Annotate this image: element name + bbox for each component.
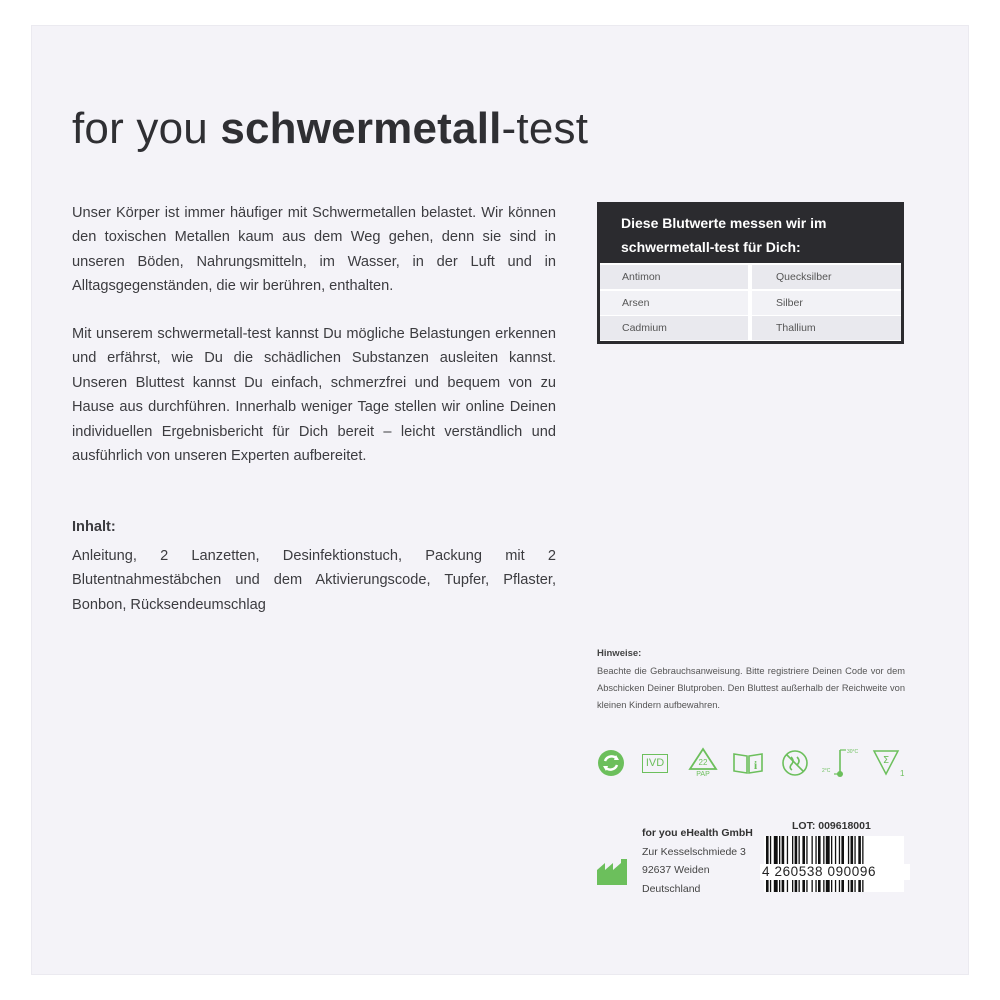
do-not-reuse-icon [780,746,810,780]
blood-values-box [597,202,904,344]
recycle-code: PAP [696,771,710,778]
blood-value-cell: Silber [752,291,901,315]
temperature-limit-icon [818,746,862,780]
tests-count-icon [872,746,906,780]
info-letter: i [753,758,758,772]
manufacturer-name: for you eHealth GmbH [642,827,753,839]
blood-value-cell: Arsen [600,291,748,315]
notes-heading: Hinweise: [597,648,642,659]
ivd-label: IVD [642,754,668,773]
recycle-number: 22 [698,758,708,767]
blood-value-cell: Quecksilber [752,265,901,289]
blood-values-table [600,263,901,341]
package-back-panel [31,25,969,975]
blood-value-cell: Thallium [752,316,901,340]
manufacturer-city: 92637 Weiden [642,864,710,876]
sigma-count: 1 [900,769,905,778]
title-bold: schwermetall [220,104,502,153]
intro-paragraph: Unser Körper ist immer häufiger mit Schwermetallen belastet. Wir können den toxischen Metallen kaum aus dem Weg gehen, denn sie sind in unseren Böden, Nahrungsmitteln, im Wasser, in der Luft und in Alltagsgegenständen, die wir berühren, enthalten. [72,205,556,295]
manufacturer-country: Deutschland [642,882,701,895]
blood-value-cell: Cadmium [600,316,748,340]
blood-value-cell: Antimon [600,265,748,289]
product-title [72,103,588,155]
green-dot-icon [596,746,626,780]
ivd-icon [640,746,670,780]
temp-high-label: 30°C [847,749,859,755]
contents-heading: Inhalt: [72,519,116,535]
manufacturer-street: Zur Kesselschmiede 3 [642,845,746,858]
temp-low-label: 2°C [822,768,831,774]
instructions-icon [732,746,764,780]
contents-text: Anleitung, 2 Lanzetten, Desinfektionstuch, Packung mit 2 Blutentnahmestäbchen und dem Aktivierungscode, Tupfer, Pflaster, Bonbon, Rücksendeumschlag [72,548,556,613]
test-description-paragraph: Mit unserem schwermetall-test kannst Du mögliche Belastungen erkennen und erfährst, wie Du die schädlichen Substanzen ausleiten kannst. Unseren Bluttest kannst Du einfach, schmerzfrei und bequem von zu Hause aus durchführen. Innerhalb weniger Tage stellen wir online Deinen individuellen Ergebnisbericht für Dich bereit – leicht verständlich und ausführlich von unseren Experten aufbereitet. [72,326,556,465]
title-suffix: -test [501,104,589,153]
recycle-pap-icon [686,746,720,780]
notes-text: Beachte die Gebrauchsanweisung. Bitte registriere Deinen Code vor dem Abschicken Deiner Blutproben. Den Bluttest außerhalb der Reichweite von kleinen Kindern aufbewahren. [597,666,905,710]
barcode-number: 4 260538 090096 [760,864,910,880]
lot-number: LOT: 009618001 [792,820,871,832]
title-prefix: for you [72,104,221,153]
manufacturer-icon [596,858,630,891]
blood-values-heading: Diese Blutwerte messen wir im schwermetall-test für Dich: [621,215,827,255]
sigma-symbol: Σ [882,755,890,766]
manufacturer-address [642,824,753,898]
